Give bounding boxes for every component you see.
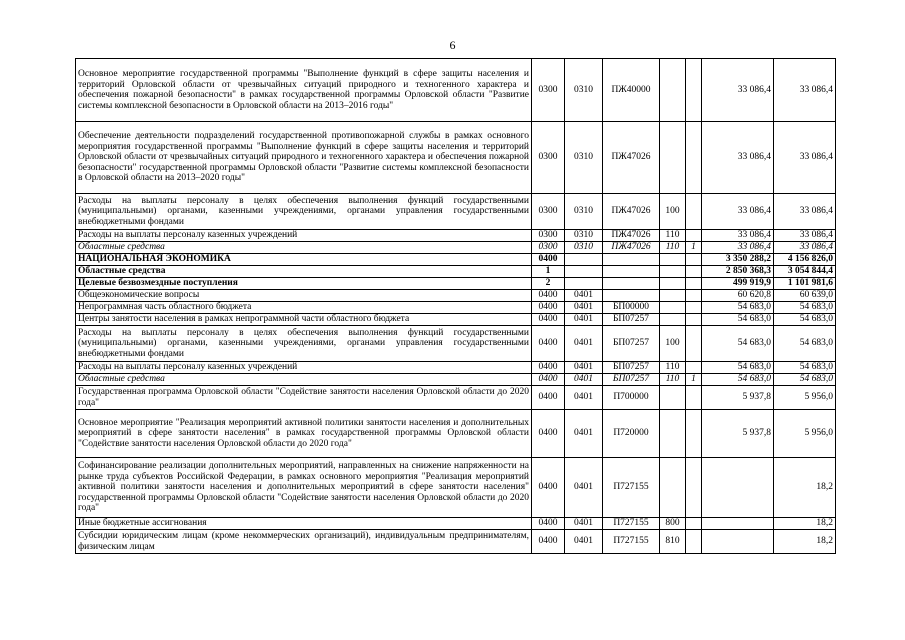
table-row [76,122,836,194]
cell-subsection: 0401 [565,386,603,410]
cell-funding-source [686,518,702,530]
table-row [76,362,836,374]
cell-expense-type [660,458,686,518]
cell-amount-year-1 [702,518,774,530]
cell-expense-type [660,254,686,266]
table-row [76,194,836,230]
cell-amount-year-2: 18,2 [774,530,836,554]
cell-target-article: П727155 [603,458,660,518]
table-row [76,278,836,290]
cell-name: НАЦИОНАЛЬНАЯ ЭКОНОМИКА [76,254,532,266]
table-row [76,59,836,122]
cell-subsection: 0310 [565,242,603,254]
cell-subsection: 0401 [565,302,603,314]
cell-section: 0400 [532,458,565,518]
cell-section: 0300 [532,59,565,122]
table-row [76,266,836,278]
cell-expense-type [660,278,686,290]
cell-amount-year-2: 33 086,4 [774,230,836,242]
cell-amount-year-2: 3 054 844,4 [774,266,836,278]
cell-expense-type [660,302,686,314]
cell-section: 0400 [532,374,565,386]
cell-amount-year-1 [702,530,774,554]
cell-funding-source [686,530,702,554]
cell-subsection: 0401 [565,410,603,458]
cell-amount-year-2: 18,2 [774,458,836,518]
cell-subsection [565,254,603,266]
cell-name: Общеэкономические вопросы [76,290,532,302]
cell-expense-type [660,314,686,326]
cell-target-article: П720000 [603,410,660,458]
cell-section: 0400 [532,386,565,410]
cell-name: Расходы на выплаты персоналу в целях обеспечения выполнения функций государственными (муниципальными) органами, казенными учреждениями, органами управления государственными внебюджетными фондами [76,194,532,230]
table-row [76,254,836,266]
cell-amount-year-2: 4 156 826,0 [774,254,836,266]
cell-expense-type: 110 [660,362,686,374]
table-row [76,290,836,302]
cell-target-article: БП07257 [603,374,660,386]
cell-funding-source [686,386,702,410]
cell-name: Расходы на выплаты персоналу казенных учреждений [76,230,532,242]
cell-amount-year-1: 60 620,8 [702,290,774,302]
cell-section: 0300 [532,194,565,230]
cell-funding-source [686,230,702,242]
cell-subsection: 0310 [565,194,603,230]
table-row [76,530,836,554]
cell-subsection: 0401 [565,374,603,386]
cell-subsection [565,278,603,290]
cell-amount-year-2: 33 086,4 [774,122,836,194]
cell-amount-year-1: 54 683,0 [702,326,774,362]
cell-amount-year-2: 33 086,4 [774,194,836,230]
table-row [76,230,836,242]
cell-target-article: П727155 [603,518,660,530]
cell-name: Субсидии юридическим лицам (кроме некоммерческих организаций), индивидуальным предпринимателям, физическим лицам [76,530,532,554]
budget-table [75,58,836,554]
cell-target-article: П727155 [603,530,660,554]
cell-funding-source [686,59,702,122]
cell-subsection: 0310 [565,122,603,194]
cell-expense-type [660,290,686,302]
cell-target-article [603,278,660,290]
cell-amount-year-1: 3 350 288,2 [702,254,774,266]
cell-expense-type [660,122,686,194]
cell-name: Центры занятости населения в рамках непрограммной части областного бюджета [76,314,532,326]
cell-expense-type [660,410,686,458]
cell-expense-type: 110 [660,374,686,386]
cell-section: 1 [532,266,565,278]
cell-expense-type: 110 [660,242,686,254]
cell-funding-source [686,410,702,458]
cell-amount-year-1: 54 683,0 [702,374,774,386]
cell-section: 0400 [532,314,565,326]
cell-section: 0300 [532,242,565,254]
cell-amount-year-1: 54 683,0 [702,302,774,314]
cell-subsection: 0401 [565,518,603,530]
cell-amount-year-1: 33 086,4 [702,194,774,230]
cell-name: Областные средства [76,374,532,386]
cell-section: 0400 [532,254,565,266]
cell-expense-type: 100 [660,326,686,362]
cell-amount-year-2: 54 683,0 [774,374,836,386]
cell-amount-year-1: 5 937,8 [702,386,774,410]
cell-section: 0400 [532,410,565,458]
cell-target-article: БП00000 [603,302,660,314]
cell-funding-source [686,122,702,194]
table-row [76,458,836,518]
cell-subsection [565,266,603,278]
cell-expense-type [660,266,686,278]
cell-expense-type: 100 [660,194,686,230]
cell-target-article: ПЖ47026 [603,194,660,230]
cell-amount-year-2: 54 683,0 [774,302,836,314]
cell-name: Непрограммная часть областного бюджета [76,302,532,314]
cell-expense-type [660,59,686,122]
table-row [76,242,836,254]
cell-amount-year-1: 499 919,9 [702,278,774,290]
cell-amount-year-2: 33 086,4 [774,242,836,254]
cell-amount-year-1: 33 086,4 [702,122,774,194]
cell-funding-source [686,326,702,362]
cell-amount-year-2: 60 639,0 [774,290,836,302]
cell-amount-year-1: 2 850 368,3 [702,266,774,278]
cell-name: Целевые безвозмездные поступления [76,278,532,290]
cell-name: Расходы на выплаты персоналу в целях обеспечения выполнения функций государственными (муниципальными) органами, казенными учреждениями, органами управления государственными внебюджетными фондами [76,326,532,362]
cell-amount-year-1: 5 937,8 [702,410,774,458]
cell-section: 0400 [532,326,565,362]
cell-target-article [603,254,660,266]
cell-funding-source [686,290,702,302]
page-number: 6 [449,38,456,52]
cell-target-article: ПЖ47026 [603,122,660,194]
cell-expense-type [660,386,686,410]
cell-section: 2 [532,278,565,290]
cell-expense-type: 800 [660,518,686,530]
cell-funding-source: 1 [686,374,702,386]
table-row [76,518,836,530]
table-row [76,326,836,362]
cell-funding-source [686,458,702,518]
cell-funding-source [686,278,702,290]
cell-amount-year-2: 18,2 [774,518,836,530]
table-row [76,374,836,386]
table-row [76,302,836,314]
table-row [76,314,836,326]
cell-funding-source [686,314,702,326]
cell-target-article: ПЖ47026 [603,230,660,242]
cell-funding-source [686,194,702,230]
cell-target-article: П700000 [603,386,660,410]
cell-name: Областные средства [76,242,532,254]
cell-section: 0400 [532,290,565,302]
cell-subsection: 0401 [565,362,603,374]
cell-subsection: 0401 [565,326,603,362]
cell-funding-source [686,302,702,314]
cell-amount-year-1: 33 086,4 [702,242,774,254]
cell-amount-year-2: 54 683,0 [774,362,836,374]
cell-expense-type: 810 [660,530,686,554]
cell-amount-year-1: 54 683,0 [702,362,774,374]
cell-section: 0400 [532,518,565,530]
cell-amount-year-1: 54 683,0 [702,314,774,326]
cell-name: Основное мероприятие государственной программы "Выполнение функций в сфере защиты населения и территорий Орловской области от чрезвычайных ситуаций природного и техногенного характера и обеспечения пожарной безопасности" в рамках государственной программы Орловской области "Развитие системы комплексной безопасности в Орловской области на 2013–2016 годы" [76,59,532,122]
cell-subsection: 0401 [565,458,603,518]
cell-funding-source [686,266,702,278]
table-row [76,410,836,458]
cell-funding-source [686,254,702,266]
cell-funding-source: 1 [686,242,702,254]
cell-amount-year-1: 33 086,4 [702,59,774,122]
cell-section: 0300 [532,230,565,242]
cell-amount-year-2: 33 086,4 [774,59,836,122]
cell-subsection: 0401 [565,530,603,554]
cell-section: 0300 [532,122,565,194]
cell-subsection: 0310 [565,59,603,122]
cell-subsection: 0310 [565,230,603,242]
cell-name: Государственная программа Орловской области "Содействие занятости населения Орловской области до 2020 года" [76,386,532,410]
cell-amount-year-2: 54 683,0 [774,326,836,362]
cell-amount-year-1 [702,458,774,518]
cell-target-article: ПЖ47026 [603,242,660,254]
table-row [76,386,836,410]
cell-amount-year-2: 5 956,0 [774,386,836,410]
cell-amount-year-2: 1 101 981,6 [774,278,836,290]
cell-name: Иные бюджетные ассигнования [76,518,532,530]
cell-target-article [603,266,660,278]
cell-name: Основное мероприятие "Реализация мероприятий активной политики занятости населения и дополнительных мероприятий в сфере занятости населения" в рамках государственной программы Орловской области "Содействие занятости населения Орловской области до 2020 года" [76,410,532,458]
cell-expense-type: 110 [660,230,686,242]
cell-target-article: БП07257 [603,326,660,362]
cell-target-article: БП07257 [603,362,660,374]
cell-amount-year-2: 5 956,0 [774,410,836,458]
cell-amount-year-2: 54 683,0 [774,314,836,326]
cell-subsection: 0401 [565,290,603,302]
cell-amount-year-1: 33 086,4 [702,230,774,242]
cell-target-article: БП07257 [603,314,660,326]
cell-name: Областные средства [76,266,532,278]
cell-subsection: 0401 [565,314,603,326]
cell-target-article: ПЖ40000 [603,59,660,122]
cell-name: Расходы на выплаты персоналу казенных учреждений [76,362,532,374]
cell-section: 0400 [532,302,565,314]
cell-funding-source [686,362,702,374]
cell-section: 0400 [532,362,565,374]
cell-section: 0400 [532,530,565,554]
cell-name: Софинансирование реализации дополнительных мероприятий, направленных на снижение напряженности на рынке труда субъектов Российской Федерации, в рамках основного мероприятия "Реализация мероприятий активной политики занятости населения и дополнительных мероприятий в сфере занятости населения" государственной программы Орловской области "Содействие занятости населения Орловской области до 2020 года" [76,458,532,518]
cell-target-article [603,290,660,302]
cell-name: Обеспечение деятельности подразделений государственной противопожарной службы в рамках основного мероприятия государственной программы "Выполнение функций в сфере защиты населения и территорий Орловской области от чрезвычайных ситуаций природного и техногенного характера и обеспечения пожарной безопасности" государственной программы Орловской области "Развитие системы комплексной безопасности в Орловской области на 2013–2020 годы" [76,122,532,194]
